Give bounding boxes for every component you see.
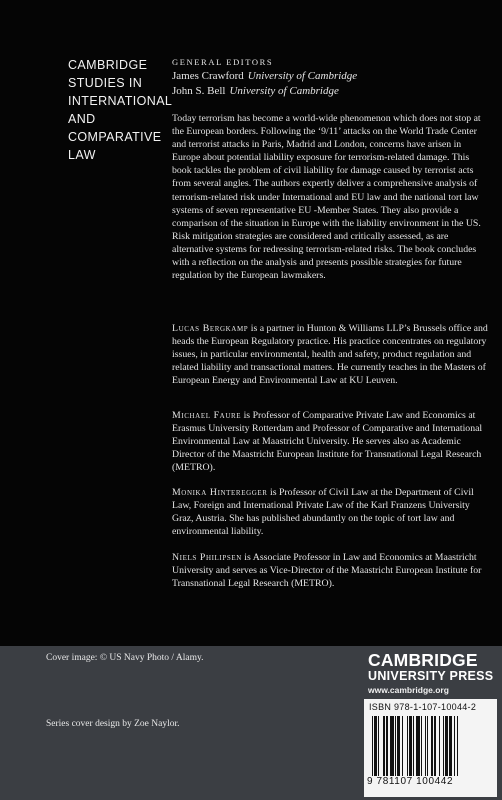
publisher-name: CAMBRIDGE: [368, 650, 478, 670]
barcode-stripe: [386, 716, 387, 776]
author-name: Lucas Bergkamp: [172, 323, 249, 334]
barcode-stripe: [390, 716, 394, 776]
barcode-stripe: [407, 716, 408, 776]
barcode-stripe: [449, 716, 453, 776]
publisher-logo: [368, 651, 502, 696]
author-bio-text: is a partner in Hunton & Williams LLP’s Brussels office and heads the European Regulatory practice. His practice concentrates on regulatory issues, in particular environmental, health and safety, product regulation and related liability and transactional matters. He currently teaches in the Masters of European Energy and Environmental Law at KU Leuven.: [172, 323, 488, 387]
author-name: Michael Faure: [172, 410, 242, 421]
barcode-stripe: [445, 716, 447, 776]
barcode-stripe: [409, 716, 411, 776]
barcode-stripe: [402, 716, 403, 776]
editor-row: [172, 84, 492, 99]
barcode: [364, 699, 497, 797]
series-line: INTERNATIONAL: [68, 94, 173, 108]
barcode-stripe: [425, 716, 426, 776]
series-design-credit: Series cover design by Zoe Naylor.: [46, 719, 180, 729]
barcode-stripe: [427, 716, 428, 776]
author-bio-text: is Professor of Civil Law at the Department of Civil Law, Foreign and International Private Law of the Karl Franzens University Graz, Austria. She has published abundantly on the topic of tort law and environmental liability.: [172, 487, 474, 538]
author-bio-text: is Associate Professor in Law and Economics at Maastricht University and serves as Vice-Director of the Maastricht European Institute for Transnational Legal Research (METRO).: [172, 552, 482, 590]
editor-name: John S. Bell: [172, 84, 226, 97]
series-line: STUDIES IN: [68, 76, 143, 90]
barcode-stripe: [439, 716, 440, 776]
barcode-stripe: [454, 716, 455, 776]
author-name: Niels Philipsen: [172, 552, 242, 563]
author-bio: [172, 551, 490, 590]
barcode-stripe: [383, 716, 385, 776]
series-line: AND: [68, 112, 96, 126]
barcode-stripe: [413, 716, 414, 776]
editor-row: [172, 69, 492, 84]
barcode-stripe: [457, 716, 458, 776]
barcode-stripe: [374, 716, 376, 776]
barcode-stripe: [434, 716, 435, 776]
editors-heading: GENERAL EDITORS: [172, 57, 274, 67]
general-editors: [172, 55, 492, 98]
barcode-number: 9 781107 100442: [367, 776, 454, 787]
series-line: COMPARATIVE: [68, 130, 162, 144]
author-bio: [172, 409, 490, 474]
author-bio: [172, 322, 490, 387]
publisher-url: www.cambridge.org: [368, 685, 449, 695]
author-bio: [172, 486, 490, 538]
book-blurb: Today terrorism has become a world-wide phenomenon which does not stop at the European borders. Following the ‘9/11’ attacks on the World Trade Center and terrorist attacks in Paris, Madrid and London, concerns have arisen in Europe about potential liability exposure for terrorism-related damage. This book tackles the problem of civil liability for damage caused by terrorist acts from several angles. The authors expertly deliver a comprehensive analysis of terrorism-related risk under International and EU law and the national tort law systems of seven representative EU -Member States. They also provide a comparison of the situation in Europe with the liability environment in the US. Risk mitigation strategies are considered and critically assessed, as are alternative systems for redressing terrorism-related risks. The book concludes with a reflection on the analysis and presents possible strategies for future regulation by the European lawmakers.: [172, 113, 481, 282]
barcode-stripe: [431, 716, 433, 776]
barcode-stripe: [443, 716, 444, 776]
barcode-stripe: [416, 716, 420, 776]
cover-image-credit: Cover image: © US Navy Photo / Alamy.: [46, 653, 204, 663]
series-line: CAMBRIDGE: [68, 58, 148, 72]
publisher-subname: UNIVERSITY PRESS: [368, 669, 494, 683]
series-line: LAW: [68, 148, 96, 162]
barcode-stripe: [378, 716, 379, 776]
editor-affiliation: University of Cambridge: [247, 70, 358, 82]
barcode-stripe: [397, 716, 399, 776]
barcode-bars: [372, 716, 490, 776]
author-bio-text: is Professor of Comparative Private Law and Economics at Erasmus University Rotterdam and Professor of Comparative and International Environmental Law at Maastricht University. He serves also as Academic Director of the Maastricht European Institute for Transnational Legal Research (METRO).: [172, 410, 483, 474]
barcode-stripe: [395, 716, 396, 776]
editor-affiliation: University of Cambridge: [229, 84, 339, 97]
series-title: [68, 56, 173, 164]
barcode-stripe: [372, 716, 373, 776]
author-name: Monika Hinteregger: [172, 487, 268, 498]
isbn-label: ISBN 978-1-107-10044-2: [369, 702, 477, 712]
editor-name: James Crawford: [172, 70, 244, 82]
back-cover-footer: [0, 646, 502, 800]
barcode-stripe: [421, 716, 422, 776]
